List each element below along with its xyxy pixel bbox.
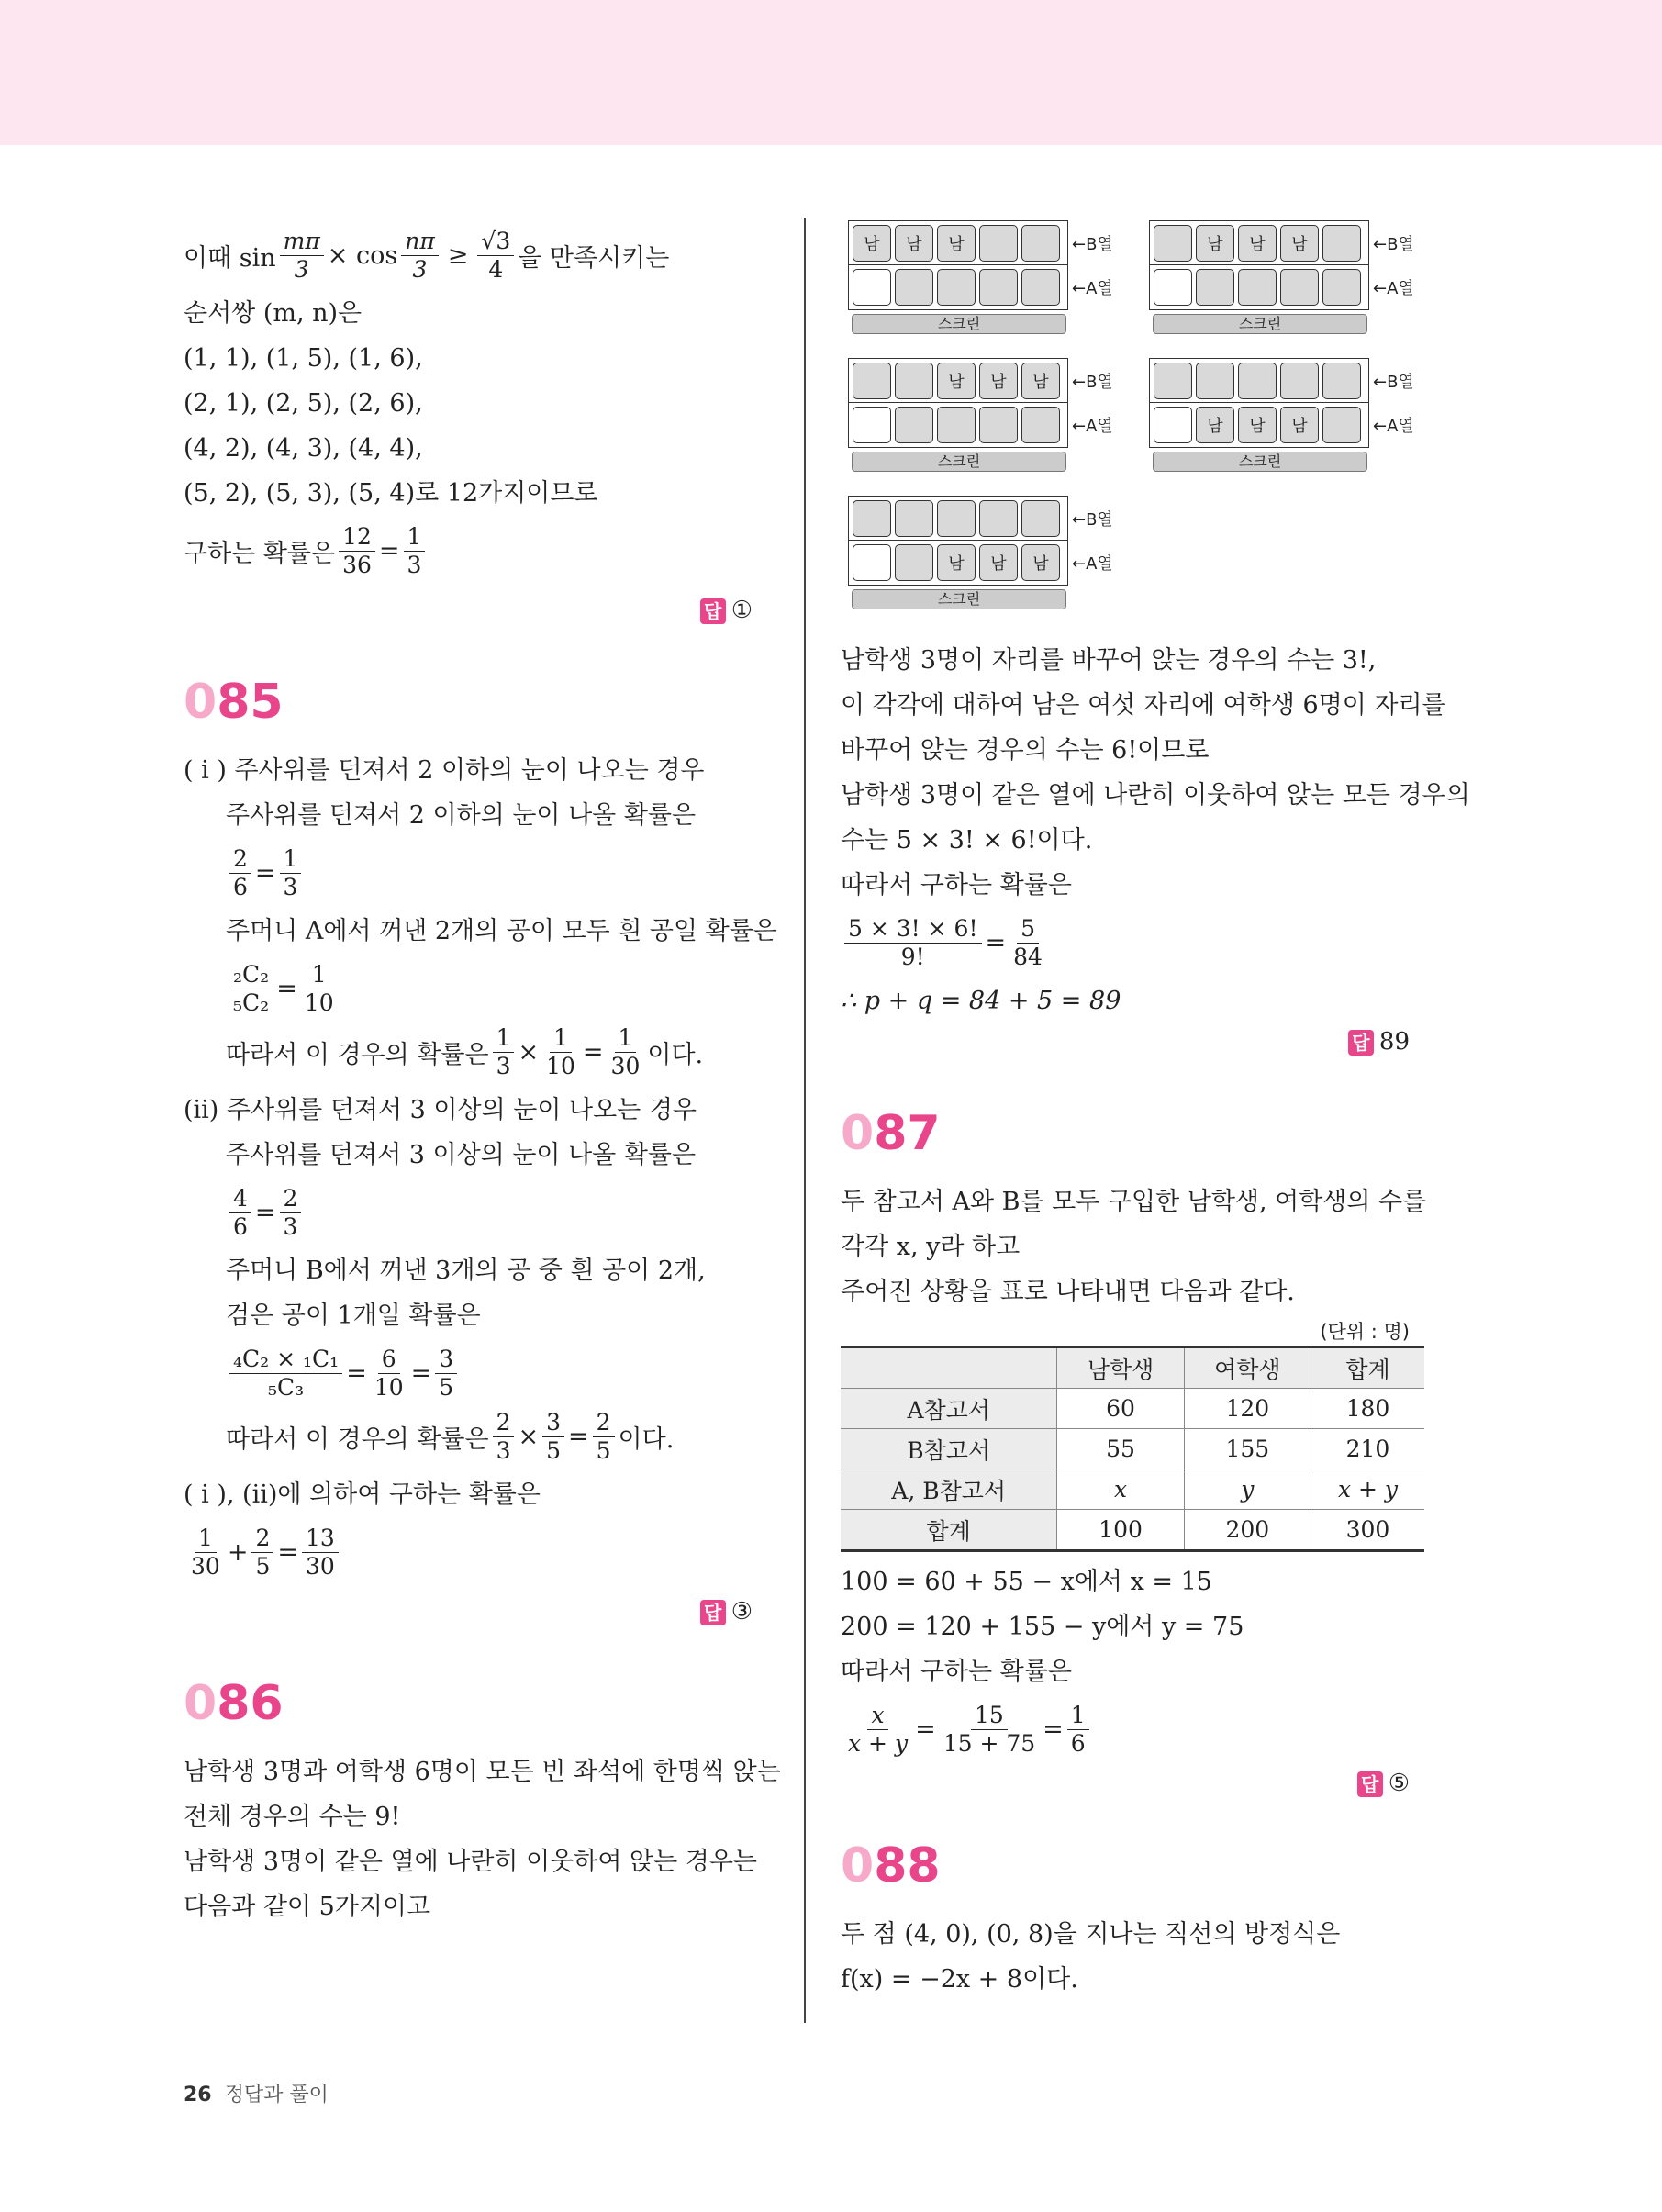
empty-seat — [853, 269, 891, 306]
screen-label: 스크린 — [1153, 314, 1367, 334]
text-line: ( i ), (ii)에 의하여 구하는 확률은 — [184, 1480, 541, 1509]
table-cell: 155 — [1184, 1429, 1311, 1469]
numerator: 1 — [615, 1024, 637, 1053]
row-b — [848, 358, 1068, 404]
seat-diagrams — [841, 220, 1446, 638]
text-line: 주사위를 던져서 3 이상의 눈이 나올 확률은 — [226, 1141, 697, 1169]
table-cell: 60 — [1057, 1389, 1184, 1429]
text: = — [410, 1359, 432, 1388]
formula-line — [184, 1024, 753, 1080]
seat — [1238, 269, 1277, 306]
denominator: 3 — [294, 256, 309, 283]
screen-label: 스크린 — [852, 314, 1066, 334]
male-seat: 남 — [1196, 407, 1234, 443]
table-cell: 120 — [1184, 1389, 1311, 1429]
problem-number-value: 86 — [217, 1676, 284, 1731]
text: = — [254, 859, 276, 888]
fraction — [844, 1702, 911, 1758]
numerator: 1 — [404, 523, 426, 552]
seat — [853, 500, 891, 537]
seat — [895, 269, 933, 306]
male-seat: 남 — [1021, 363, 1060, 399]
denominator: 9! — [900, 944, 925, 970]
seat — [1021, 225, 1060, 262]
male-seat: 남 — [937, 225, 976, 262]
row-b-label: ←B열 — [1072, 235, 1113, 254]
answer-badge: 답 — [1357, 1771, 1383, 1797]
seat — [1322, 269, 1361, 306]
numerator: 3 — [435, 1346, 457, 1374]
text: = — [254, 1199, 276, 1227]
text-line: 전체 경우의 수는 9! — [184, 1803, 401, 1831]
numerator: 4 — [229, 1185, 251, 1213]
table-header-row — [841, 1347, 1424, 1389]
screen-label: 스크린 — [1153, 452, 1367, 472]
denominator: ₅C₂ — [233, 989, 270, 1016]
numerator: 1 — [195, 1525, 217, 1553]
denominator: 3 — [496, 1437, 511, 1464]
screen-label: 스크린 — [852, 589, 1066, 609]
formula-line — [184, 961, 753, 1017]
seat — [937, 269, 976, 306]
fraction — [371, 1346, 407, 1402]
problem-number — [841, 1838, 1410, 1894]
row-b — [1149, 220, 1369, 266]
fraction — [229, 845, 251, 901]
fraction — [280, 845, 302, 901]
numerator: ₂C₂ — [229, 961, 273, 989]
data-table — [841, 1346, 1424, 1552]
numerator: 2 — [280, 1185, 302, 1213]
row-b-label: ←B열 — [1373, 373, 1414, 392]
row-a-label: ←A열 — [1072, 279, 1113, 298]
denominator: 30 — [191, 1553, 220, 1580]
section-label: 정답과 풀이 — [224, 2084, 329, 2106]
fraction — [542, 1024, 579, 1080]
male-seat: 남 — [979, 544, 1018, 581]
table-cell: 합계 — [841, 1510, 1057, 1551]
screen-label: 스크린 — [852, 452, 1066, 472]
row-a — [848, 264, 1068, 310]
text: ≥ — [447, 241, 469, 270]
text: × — [518, 1423, 540, 1451]
problem-number-prefix: 0 — [184, 675, 218, 730]
seat — [1196, 363, 1234, 399]
fraction — [187, 1525, 224, 1581]
text-line: 수는 5 × 3! × 6!이다. — [841, 826, 1093, 855]
text-line: 주사위를 던져서 2 이하의 눈이 나올 확률은 — [226, 801, 697, 830]
male-seat: 남 — [937, 363, 976, 399]
right-column — [841, 220, 1470, 2002]
fraction — [280, 228, 324, 284]
table-header: 남학생 — [1057, 1347, 1184, 1389]
problem-number — [184, 675, 753, 730]
seat — [1196, 269, 1234, 306]
numerator: 3 — [542, 1409, 564, 1437]
formula-line — [841, 915, 1410, 971]
male-seat: 남 — [895, 225, 933, 262]
denominator: 3 — [283, 874, 298, 900]
table-cell: 100 — [1057, 1510, 1184, 1551]
fraction — [435, 1346, 457, 1402]
text-line: 남학생 3명이 자리를 바꾸어 앉는 경우의 수는 3!, — [841, 646, 1377, 675]
formula-line — [184, 845, 753, 901]
text: = — [276, 975, 297, 1003]
text-line: 남학생 3명이 같은 열에 나란히 이웃하여 앉는 경우는 — [184, 1848, 757, 1876]
denominator: 30 — [305, 1553, 335, 1580]
fraction — [229, 1346, 342, 1402]
numerator: 6 — [378, 1346, 400, 1374]
table-cell: x — [1057, 1469, 1184, 1510]
page-number: 26 — [184, 2084, 212, 2106]
numerator: 2 — [593, 1409, 615, 1437]
text: 구하는 확률은 — [184, 540, 336, 568]
seat — [1322, 407, 1361, 443]
problem-number-prefix: 0 — [841, 1106, 875, 1161]
fraction — [493, 1024, 515, 1080]
male-seat: 남 — [979, 363, 1018, 399]
fraction — [477, 228, 514, 284]
text: = — [346, 1359, 367, 1388]
fraction — [251, 1525, 273, 1581]
table-cell: 180 — [1311, 1389, 1424, 1429]
table-header: 여학생 — [1184, 1347, 1311, 1389]
fraction — [404, 523, 426, 579]
row-a-label: ←A열 — [1373, 417, 1414, 436]
male-seat: 남 — [1280, 225, 1319, 262]
text: × cos — [327, 241, 398, 270]
text: 따라서 이 경우의 확률은 — [226, 1041, 489, 1069]
numerator: 15 — [971, 1702, 1008, 1730]
text-line: 100 = 60 + 55 − x에서 x = 15 — [841, 1568, 1212, 1596]
denominator: ₅C₃ — [268, 1374, 305, 1401]
answer-value: 89 — [1378, 1028, 1410, 1056]
row-b — [848, 220, 1068, 266]
numerator: 1 — [550, 1024, 572, 1053]
column-divider — [804, 218, 806, 2023]
denominator: 5 — [596, 1437, 611, 1464]
table-cell: 210 — [1311, 1429, 1424, 1469]
row-a-label: ←A열 — [1373, 279, 1414, 298]
top-banner — [0, 0, 1662, 145]
seat — [1238, 363, 1277, 399]
answer — [184, 1593, 753, 1630]
answer — [841, 1765, 1410, 1802]
numerator: 1 — [493, 1024, 515, 1053]
problem-number — [841, 1106, 1410, 1161]
male-seat: 남 — [1196, 225, 1234, 262]
problem-number-prefix: 0 — [184, 1676, 218, 1731]
table-row — [841, 1510, 1424, 1551]
fraction — [593, 1409, 615, 1465]
table-cell: 200 — [1184, 1510, 1311, 1551]
text-line: 주머니 A에서 꺼낸 2개의 공이 모두 흰 공일 확률은 — [226, 917, 777, 945]
text: 이다. — [647, 1041, 704, 1069]
text-line: 검은 공이 1개일 확률은 — [226, 1302, 481, 1330]
seat — [895, 363, 933, 399]
denominator: 30 — [610, 1053, 641, 1079]
denominator: 5 — [255, 1553, 271, 1580]
text-line: 주머니 B에서 꺼낸 3개의 공 중 흰 공이 2개, — [226, 1257, 706, 1285]
row-b — [1149, 358, 1369, 404]
table-row — [841, 1469, 1424, 1510]
text-line: ( i ) 주사위를 던져서 2 이하의 눈이 나오는 경우 — [184, 756, 705, 785]
row-a-label: ←A열 — [1072, 417, 1113, 436]
problem-number-value: 88 — [874, 1838, 941, 1894]
seat — [979, 500, 1018, 537]
denominator: x + y — [848, 1730, 909, 1757]
male-seat: 남 — [1238, 225, 1277, 262]
fraction — [301, 961, 338, 1017]
seat — [1322, 225, 1361, 262]
text: 이때 sin — [184, 244, 276, 273]
formula-line — [841, 1702, 1410, 1758]
text-line: (1, 1), (1, 5), (1, 6), — [184, 344, 423, 373]
row-a — [848, 540, 1068, 586]
answer-badge: 답 — [1348, 1030, 1374, 1056]
row-a — [1149, 264, 1369, 310]
empty-seat — [853, 407, 891, 443]
unit-label: (단위 : 명) — [1320, 1321, 1410, 1343]
denominator: 3 — [496, 1053, 511, 1079]
denominator: 3 — [283, 1213, 298, 1240]
numerator: 1 — [1067, 1702, 1089, 1730]
left-column — [184, 220, 781, 1929]
table-cell: y — [1184, 1469, 1311, 1510]
fraction — [1067, 1702, 1089, 1758]
text-line: (5, 2), (5, 3), (5, 4)로 12가지이므로 — [184, 479, 598, 508]
row-b-label: ←B열 — [1373, 235, 1414, 254]
text: = — [277, 1538, 298, 1567]
numerator: 5 — [1017, 915, 1039, 944]
numerator: 13 — [302, 1525, 339, 1553]
table-row — [841, 1389, 1424, 1429]
row-a — [1149, 402, 1369, 448]
table-header: 합계 — [1311, 1347, 1424, 1389]
numerator: 1 — [308, 961, 330, 989]
answer-badge: 답 — [700, 598, 726, 624]
text-line: 따라서 구하는 확률은 — [841, 1658, 1072, 1686]
fraction — [302, 1525, 339, 1581]
seat — [979, 269, 1018, 306]
text-line: 두 점 (4, 0), (0, 8)을 지나는 직선의 방정식은 — [841, 1920, 1341, 1949]
seat-diagram — [848, 496, 1114, 624]
text-line: 남학생 3명과 여학생 6명이 모든 빈 좌석에 한명씩 앉는 — [184, 1758, 781, 1786]
fraction — [1009, 915, 1046, 971]
text-line: 이 각각에 대하여 남은 여섯 자리에 여학생 6명이 자리를 — [841, 691, 1446, 720]
numerator: 1 — [280, 845, 302, 874]
answer — [184, 592, 753, 629]
table-header — [841, 1347, 1057, 1389]
text-line: f(x) = −2x + 8이다. — [841, 1965, 1078, 1994]
numerator: 5 × 3! × 6! — [844, 915, 982, 944]
row-b-label: ←B열 — [1072, 510, 1113, 530]
denominator: 6 — [233, 874, 248, 900]
denominator: 15 + 75 — [943, 1730, 1036, 1757]
seat — [895, 407, 933, 443]
answer — [841, 1023, 1410, 1060]
seat — [1021, 407, 1060, 443]
empty-seat — [1154, 269, 1192, 306]
formula-line — [184, 1409, 753, 1465]
text: + — [227, 1538, 249, 1567]
text-line: 남학생 3명이 같은 열에 나란히 이웃하여 앉는 모든 경우의 — [841, 781, 1470, 810]
male-seat: 남 — [937, 544, 976, 581]
formula-line — [184, 1346, 753, 1402]
answer-value: ① — [731, 597, 753, 624]
seat-diagram — [848, 358, 1114, 486]
text-line: 다음과 같이 5가지이고 — [184, 1893, 431, 1921]
seat — [1154, 225, 1192, 262]
male-seat: 남 — [853, 225, 891, 262]
seat — [979, 225, 1018, 262]
seat — [1280, 363, 1319, 399]
denominator: 5 — [439, 1374, 454, 1401]
numerator: mπ — [280, 228, 324, 256]
row-a-label: ←A열 — [1072, 554, 1113, 574]
text-line: 바꾸어 앉는 경우의 수는 6!이므로 — [841, 736, 1210, 765]
text: = — [985, 929, 1007, 957]
condition-line — [184, 228, 753, 284]
seat — [1322, 363, 1361, 399]
probability-line — [184, 523, 753, 579]
denominator: 10 — [546, 1053, 575, 1079]
text: = — [582, 1038, 604, 1067]
text-line: 주어진 상황을 표로 나타내면 다음과 같다. — [841, 1278, 1295, 1306]
formula-line — [184, 1525, 753, 1581]
fraction — [608, 1024, 644, 1080]
denominator: 84 — [1013, 944, 1043, 970]
row-a — [848, 402, 1068, 448]
answer-value: ⑤ — [1388, 1770, 1410, 1797]
text: 을 만족시키는 — [518, 244, 670, 273]
numerator: √3 — [477, 228, 514, 256]
fraction — [339, 523, 375, 579]
denominator: 5 — [546, 1437, 562, 1464]
numerator: 2 — [229, 845, 251, 874]
numerator: 2 — [493, 1409, 515, 1437]
denominator: 6 — [1070, 1730, 1086, 1757]
text: = — [915, 1715, 936, 1744]
text-line: (2, 1), (2, 5), (2, 6), — [184, 389, 423, 418]
text-line: (4, 2), (4, 3), (4, 4), — [184, 434, 423, 463]
fraction — [542, 1409, 564, 1465]
male-seat: 남 — [1280, 407, 1319, 443]
numerator: 12 — [339, 523, 375, 552]
numerator: x — [867, 1702, 887, 1730]
male-seat: 남 — [1238, 407, 1277, 443]
text-line: (ii) 주사위를 던져서 3 이상의 눈이 나오는 경우 — [184, 1096, 697, 1124]
seat — [853, 363, 891, 399]
denominator: 36 — [342, 552, 372, 578]
table-row — [841, 1429, 1424, 1469]
denominator: 4 — [488, 256, 504, 283]
denominator: 10 — [374, 1374, 404, 1401]
table-cell: B참고서 — [841, 1429, 1057, 1469]
seat — [1154, 363, 1192, 399]
row-b-label: ←B열 — [1072, 373, 1113, 392]
fraction — [493, 1409, 515, 1465]
text: = — [378, 537, 400, 565]
denominator: 3 — [407, 552, 422, 578]
denominator: 3 — [412, 256, 428, 283]
seat-diagram — [1149, 358, 1415, 486]
seat — [895, 500, 933, 537]
seat — [1021, 500, 1060, 537]
formula-line — [184, 1185, 753, 1241]
problem-number — [184, 1676, 753, 1731]
text: = — [568, 1423, 589, 1451]
seat — [895, 544, 933, 581]
text: 이다. — [618, 1425, 675, 1454]
fraction — [280, 1185, 302, 1241]
seat-diagram — [1149, 220, 1415, 349]
text-line: 200 = 120 + 155 − y에서 y = 75 — [841, 1613, 1244, 1641]
text-line: 각각 x, y라 하고 — [841, 1233, 1021, 1261]
text-line: 따라서 구하는 확률은 — [841, 871, 1072, 899]
fraction — [940, 1702, 1039, 1758]
fraction — [229, 1185, 251, 1241]
problem-number-value: 85 — [217, 675, 284, 730]
seat — [937, 500, 976, 537]
denominator: 6 — [233, 1213, 248, 1240]
denominator: 10 — [304, 989, 334, 1016]
numerator: ₄C₂ × ₁C₁ — [229, 1346, 342, 1374]
text: × — [518, 1038, 540, 1067]
table-cell: A, B참고서 — [841, 1469, 1057, 1510]
fraction — [229, 961, 273, 1017]
text: = — [1043, 1715, 1064, 1744]
seat — [937, 407, 976, 443]
page-footer — [184, 2079, 329, 2107]
empty-seat — [1154, 407, 1192, 443]
answer-badge: 답 — [700, 1600, 726, 1625]
problem-number-value: 87 — [874, 1106, 941, 1161]
seat — [1021, 269, 1060, 306]
seat — [1280, 269, 1319, 306]
table-cell: 55 — [1057, 1429, 1184, 1469]
fraction — [401, 228, 439, 284]
row-b — [848, 496, 1068, 542]
problem-number-prefix: 0 — [841, 1838, 875, 1894]
numerator: 2 — [251, 1525, 273, 1553]
table-cell: 300 — [1311, 1510, 1424, 1551]
text: 따라서 이 경우의 확률은 — [226, 1425, 489, 1454]
table-cell: A참고서 — [841, 1389, 1057, 1429]
answer-value: ③ — [731, 1598, 753, 1625]
seat-diagram — [848, 220, 1114, 349]
text-line: 두 참고서 A와 B를 모두 구입한 남학생, 여학생의 수를 — [841, 1188, 1427, 1216]
numerator: nπ — [401, 228, 439, 256]
text-line: ∴ p + q = 84 + 5 = 89 — [841, 987, 1121, 1015]
fraction — [844, 915, 982, 971]
empty-seat — [853, 544, 891, 581]
seat — [979, 407, 1018, 443]
text-line: 순서쌍 (m, n)은 — [184, 299, 363, 328]
male-seat: 남 — [1021, 544, 1060, 581]
table-cell: x + y — [1311, 1469, 1424, 1510]
